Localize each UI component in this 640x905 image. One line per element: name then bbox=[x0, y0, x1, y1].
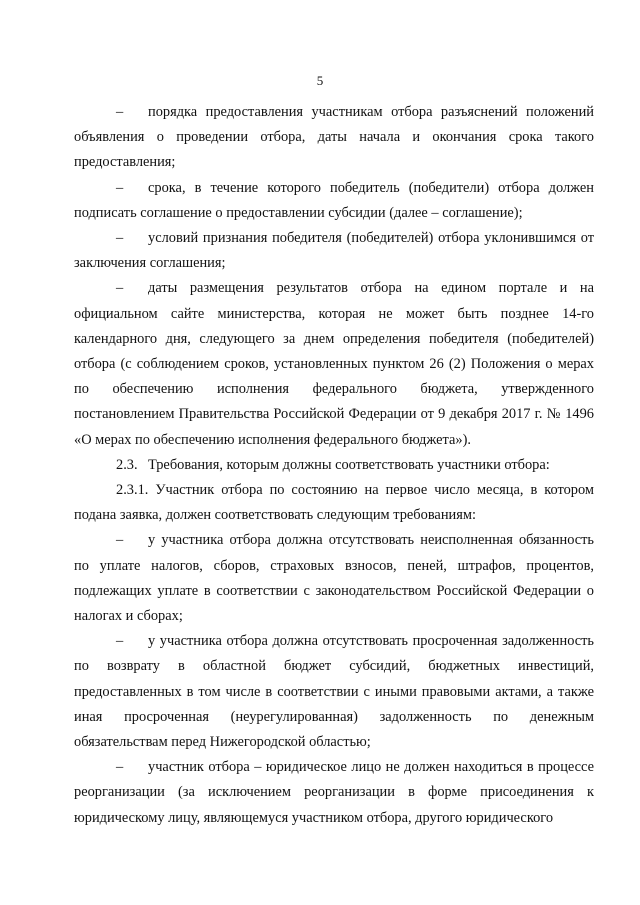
list-marker: – bbox=[116, 230, 124, 247]
list-marker: – bbox=[116, 532, 124, 549]
paragraph-agreement-deadline bbox=[74, 176, 594, 226]
paragraph-text: порядка предоставления участникам отбора разъяснений положений объявления о проведении отбора, даты начала и окончания срока такого предоставления; bbox=[74, 104, 594, 171]
paragraph-reorganization bbox=[74, 755, 594, 831]
list-marker: – bbox=[116, 633, 124, 650]
paragraph-text: Участник отбора по состоянию на первое число месяца, в котором подана заявка, должен соответствовать следующим требованиям: bbox=[74, 482, 594, 524]
paragraph-overdue-debt bbox=[74, 629, 594, 755]
paragraph-text: условий признания победителя (победителей) отбора уклонившимся от заключения соглашения; bbox=[74, 230, 594, 272]
paragraph-text: даты размещения результатов отбора на едином портале и на официальном сайте министерства, которая не может быть позднее 14-го календарного дня, следующего за днем определения победителя (победителей) отбора (с соблюдением сроков, установленных пунктом 26 (2) Положения о мерах по обеспечению исполнения федерального бюджета, утвержденного постановлением Правительства Российской Федерации от 9 декабря 2017 г. № 1496 «О мерах по обеспечению исполнения федерального бюджета»). bbox=[74, 280, 594, 448]
paragraph-text: у участника отбора должна отсутствовать просроченная задолженность по возврату в областной бюджет субсидий, бюджетных инвестиций, предоставленных в том числе в соответствии с иными правовыми актами, а также иная просроченная (неурегулированная) задолженность по денежным обязательствам перед Нижегородской областью; bbox=[74, 633, 594, 751]
list-marker: – bbox=[116, 759, 124, 776]
page-number: 5 bbox=[316, 73, 324, 88]
section-number: 2.3. bbox=[116, 456, 138, 473]
paragraph-clarifications-order bbox=[74, 100, 594, 176]
paragraph-text: срока, в течение которого победитель (победители) отбора должен подписать соглашение о предоставлении субсидии (далее – соглашение); bbox=[74, 179, 594, 221]
paragraph-text: у участника отбора должна отсутствовать неисполненная обязанность по уплате налогов, сборов, страховых взносов, пеней, штрафов, процентов, подлежащих уплате в соответствии с законодательством Российской Федерации о налогах и сборах; bbox=[74, 532, 594, 625]
list-marker: – bbox=[116, 104, 124, 120]
list-marker: – bbox=[116, 280, 124, 297]
paragraph-evasion-conditions bbox=[74, 226, 594, 276]
paragraph-text: Требования, которым должны соответствовать участники отбора: bbox=[148, 456, 550, 473]
section-number: 2.3.1. bbox=[116, 482, 149, 499]
section-2-3-1 bbox=[74, 478, 594, 528]
document-body bbox=[74, 100, 594, 831]
paragraph-results-publication bbox=[74, 276, 594, 452]
list-marker: – bbox=[116, 179, 124, 196]
paragraph-text: участник отбора – юридическое лицо не должен находиться в процессе реорганизации (за исключением реорганизации в форме присоединения к юридическому лицу, являющемуся участником отбора, другого юридического bbox=[74, 759, 594, 826]
section-heading-2-3 bbox=[74, 453, 594, 478]
paragraph-tax-obligations bbox=[74, 528, 594, 629]
